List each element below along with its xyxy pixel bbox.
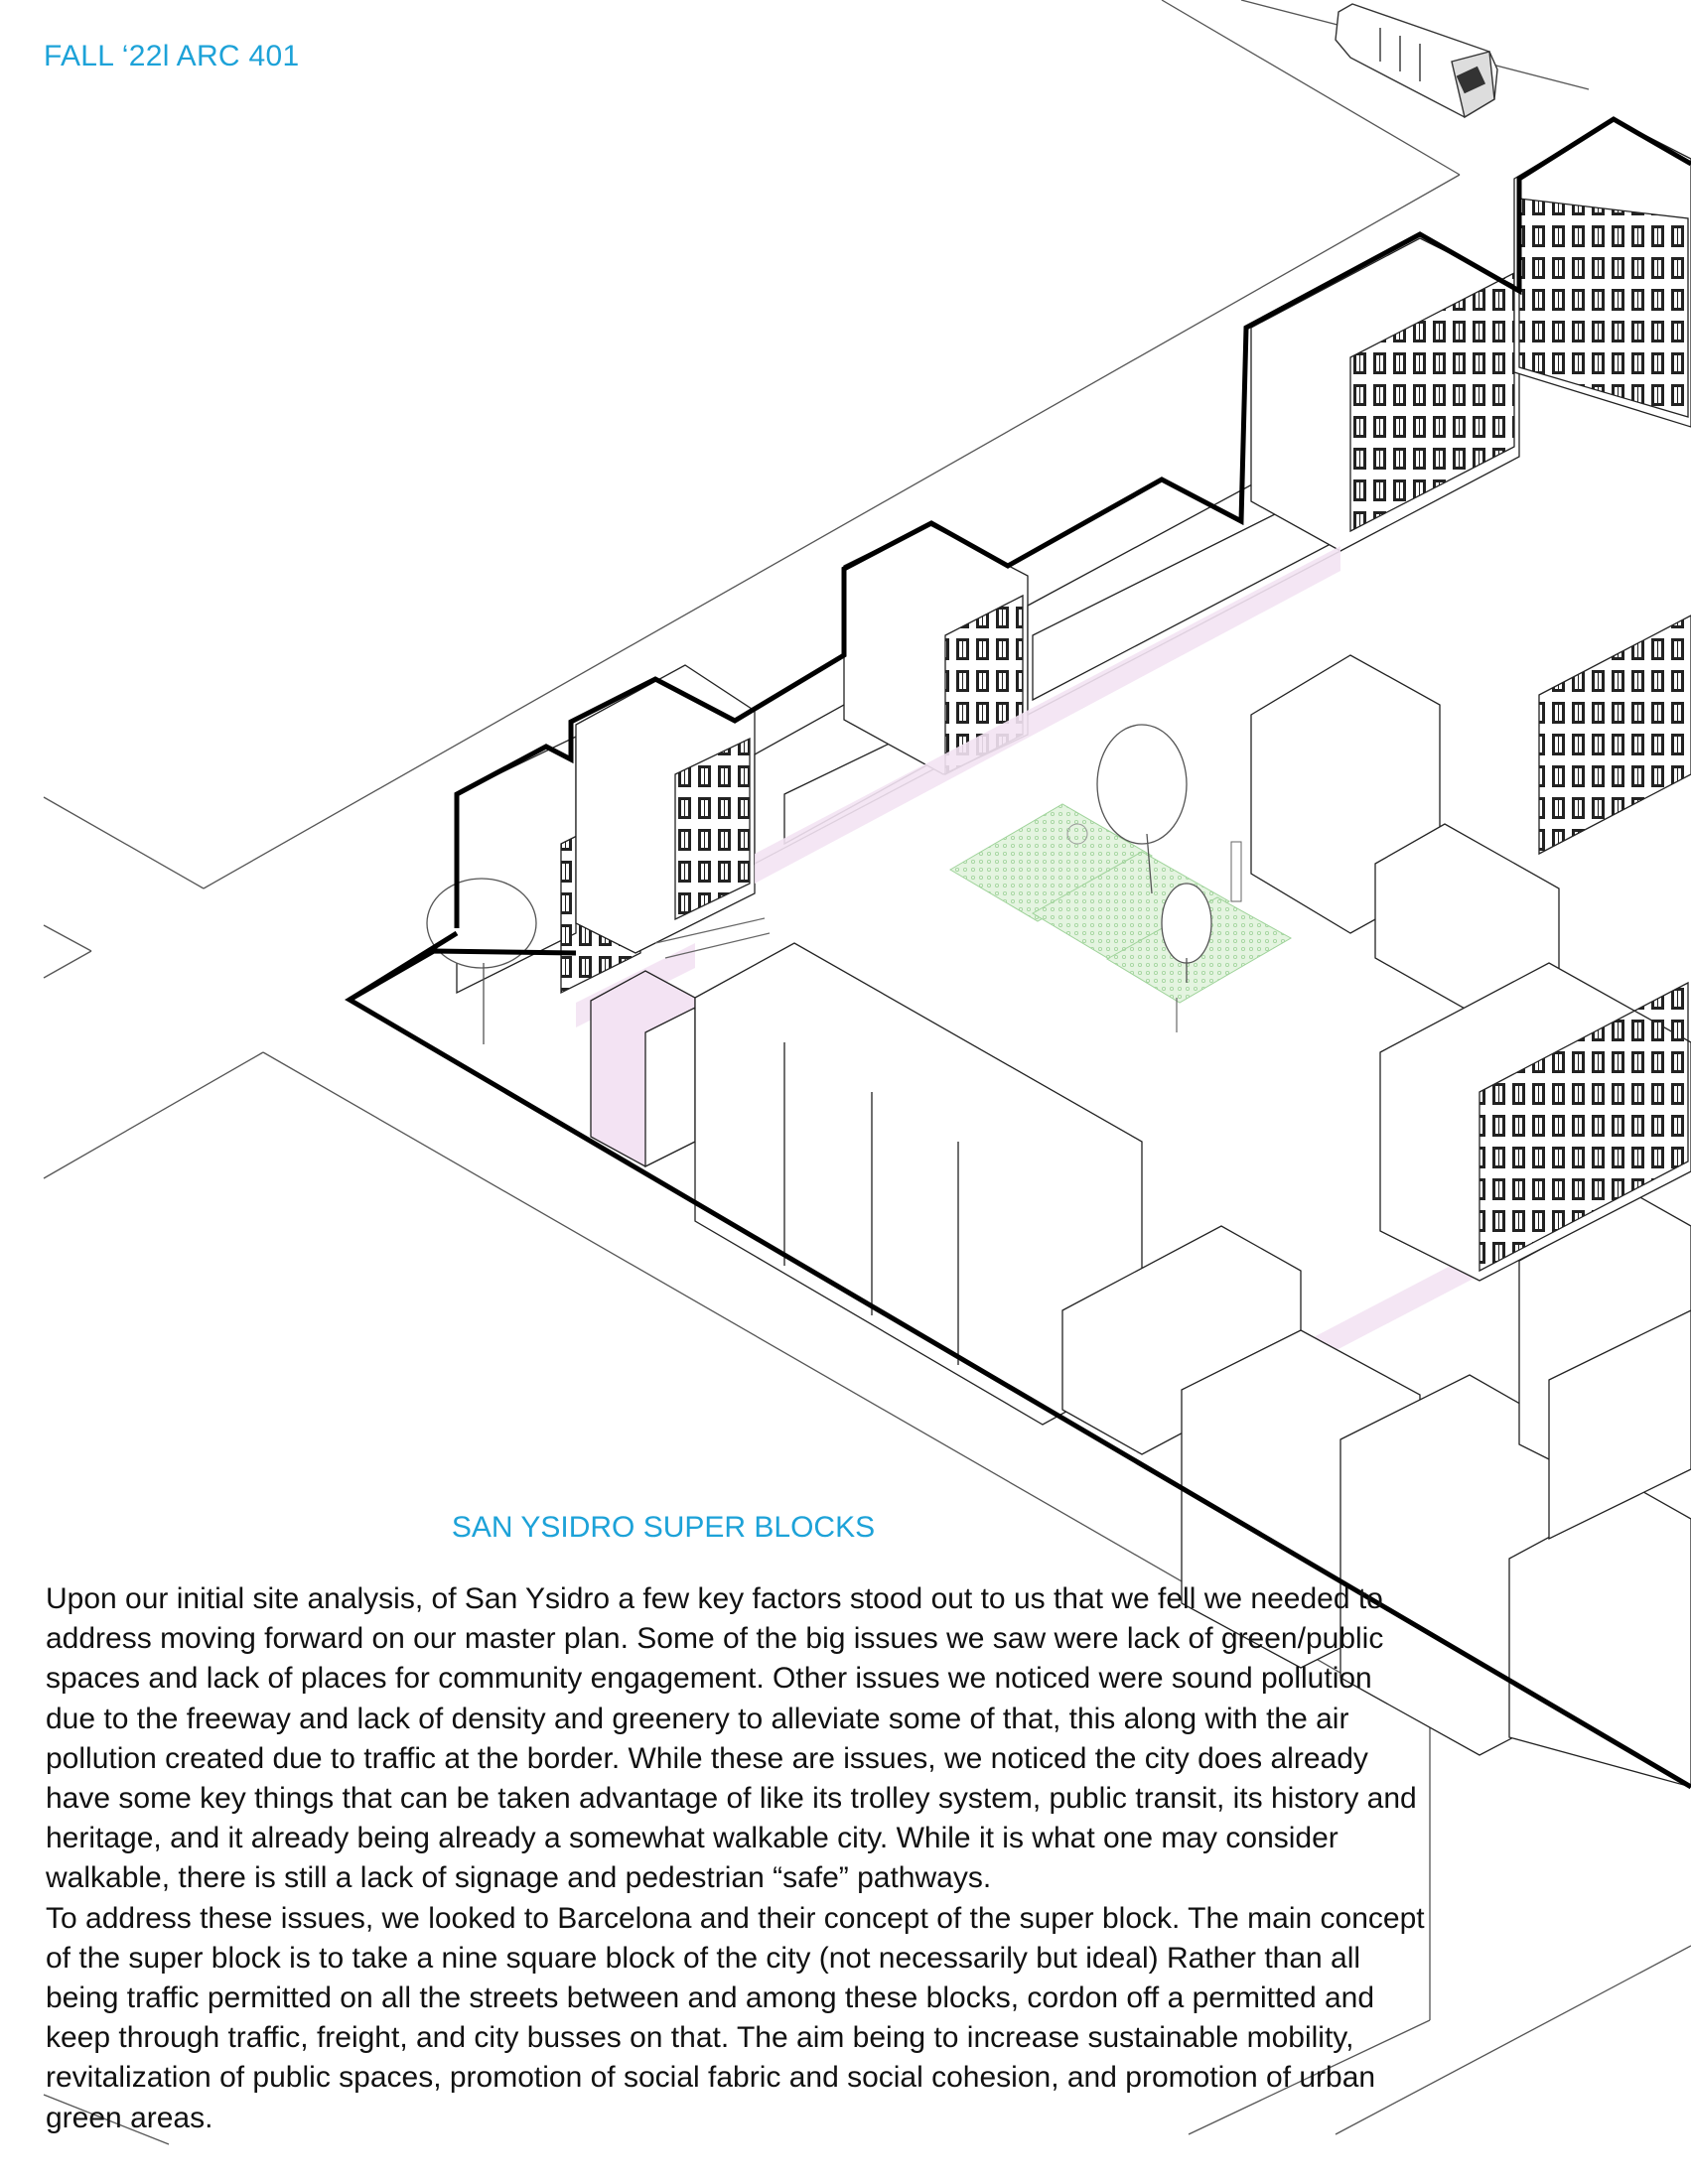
trolley: [1336, 4, 1497, 117]
course-label: FALL ‘22l ARC 401: [44, 40, 300, 72]
paragraph-super-block: To address these issues, we looked to Barcelona and their concept of the super block. The main concept of the super block is to take a nine square block of the city (not necessarily but ideal) Rather than all being traffic permitted on all the streets between and among these blocks, cordon off a permitted and keep through traffic, freight, and city busses on that. The aim being to increase sustainable mobility, revitalization of public spaces, promotion of social fabric and social cohesion, and promotion of urban green areas.: [46, 1901, 1425, 2134]
section-title: SAN YSIDRO SUPER BLOCKS: [451, 1511, 876, 1544]
paragraph-site-analysis: Upon our initial site analysis, of San Ysidro a few key factors stood out to us that we fell we needed to address moving forward on our master plan. Some of the big issues we saw were lack of green/public spaces and lack of places for community engagement. Other issues we noticed were sound pollution due to the freeway and lack of density and greenery to alleviate some of that, this along with the air pollution created due to traffic at the border. While these are issues, we noticed the city does already have some key things that can be taken advantage of like its trolley system, public transit, its history and heritage, and it already being already a somewhat walkable city. While it is what one may consider walkable, there is still a lack of signage and pedestrian “safe” pathways.: [46, 1582, 1417, 1895]
corner-pavilion: [591, 971, 695, 1166]
body-text: [46, 1579, 1426, 2138]
